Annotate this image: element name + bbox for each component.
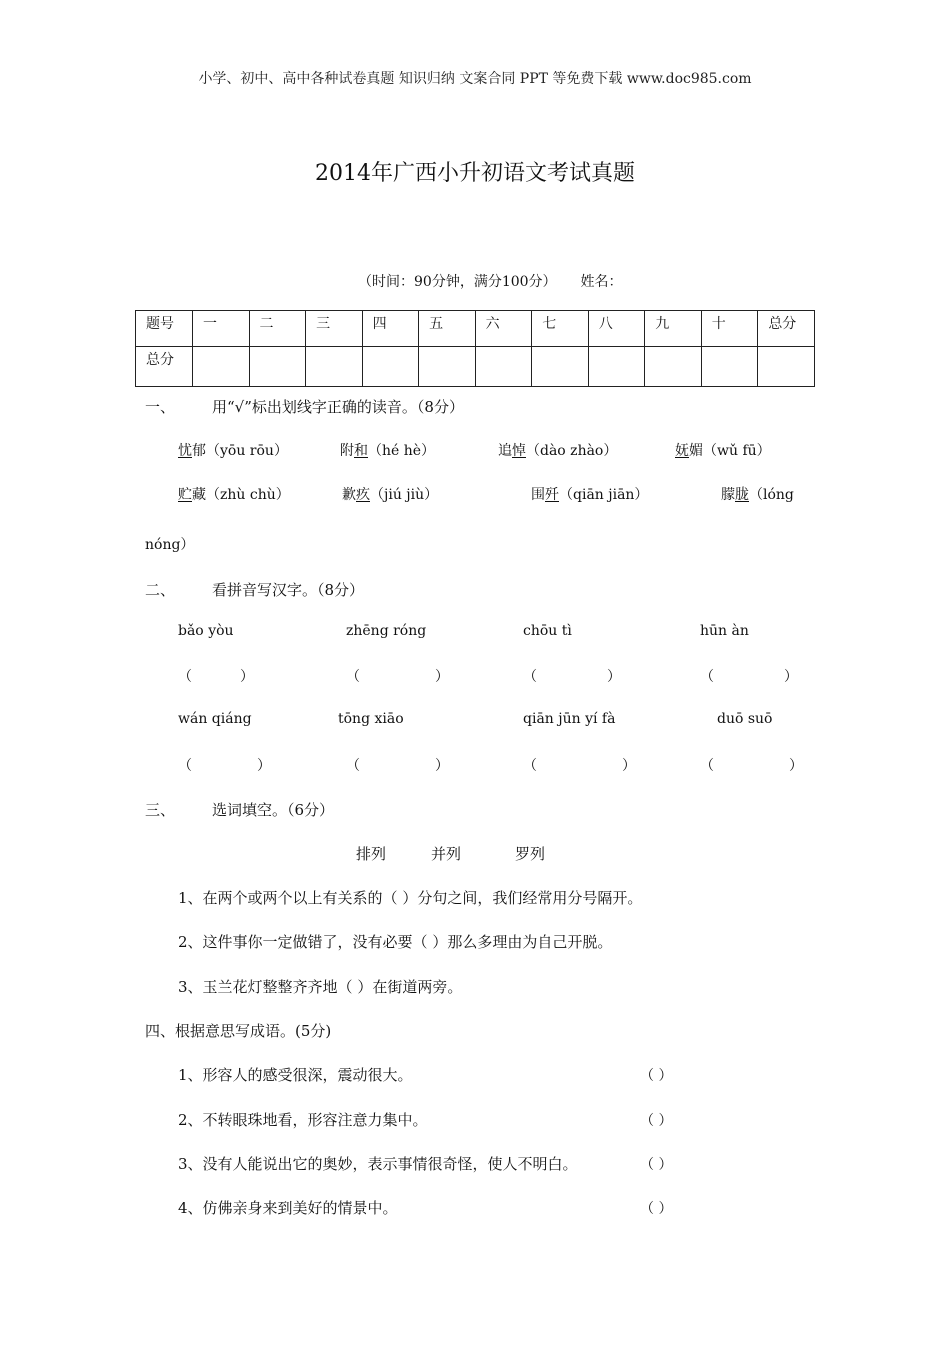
idiom-answer-blank[interactable]: （ ） xyxy=(640,1113,673,1129)
fill-question[interactable]: 3、玉兰花灯整整齐齐地（ ）在街道两旁。 xyxy=(178,978,463,996)
pinyin-label: duō suō xyxy=(717,711,773,727)
reading-item[interactable] xyxy=(675,440,771,460)
score-cell: 九 xyxy=(645,311,702,347)
section-number: 二、 xyxy=(145,581,176,599)
reading-item[interactable] xyxy=(498,440,617,460)
idiom-question: 4、仿佛亲身来到美好的情景中。 xyxy=(178,1199,398,1217)
item-text: 歉 xyxy=(342,487,356,503)
page-title: 2014年广西小升初语文考试真题 xyxy=(315,161,635,186)
close-paren: ） xyxy=(240,669,254,685)
page-header: 小学、初中、高中各种试卷真题 知识归纳 文案合同 PPT 等免费下载 www.doc985.com xyxy=(198,71,752,87)
answer-blank[interactable] xyxy=(346,666,449,686)
item-text: 围 xyxy=(531,487,545,503)
pinyin-label: bǎo yòu xyxy=(178,623,234,639)
section-number: 三、 xyxy=(145,801,176,819)
open-paren: （ xyxy=(178,758,192,774)
score-cell[interactable] xyxy=(249,347,306,387)
answer-blank[interactable] xyxy=(523,755,636,775)
answer-blank[interactable] xyxy=(346,755,449,775)
idiom-question: 2、不转眼珠地看，形容注意力集中。 xyxy=(178,1111,428,1129)
item-text: （hé hè） xyxy=(368,443,436,459)
underlined-char: 疚 xyxy=(356,487,370,503)
underlined-char: 歼 xyxy=(545,487,559,503)
idiom-question: 1、形容人的感受很深，震动很大。 xyxy=(178,1066,413,1084)
word-choice: 并列 xyxy=(431,845,462,863)
item-text: 附 xyxy=(340,443,354,459)
underlined-char: 贮 xyxy=(178,487,192,503)
open-paren: （ xyxy=(523,669,537,685)
score-cell: 八 xyxy=(588,311,645,347)
score-cell: 总分 xyxy=(758,311,815,347)
section-instruction: 看拼音写汉字。（8分） xyxy=(212,581,365,599)
score-cell[interactable] xyxy=(419,347,476,387)
score-cell: 一 xyxy=(193,311,250,347)
score-cell[interactable] xyxy=(532,347,589,387)
item-text: （dào zhào） xyxy=(526,443,618,459)
close-paren: ） xyxy=(622,758,636,774)
underlined-char: 和 xyxy=(354,443,368,459)
answer-blank[interactable] xyxy=(700,755,803,775)
pinyin-label: zhēng róng xyxy=(346,623,427,639)
reading-item[interactable] xyxy=(340,440,435,460)
item-text: 追 xyxy=(498,443,512,459)
idiom-answer-blank[interactable]: （ ） xyxy=(640,1201,673,1217)
reading-item[interactable] xyxy=(178,484,290,504)
underlined-char: 胧 xyxy=(735,487,749,503)
section-instruction: 选词填空。（6分） xyxy=(212,801,335,819)
item-text: 媚（wǔ fū） xyxy=(689,443,771,459)
score-table-header-row xyxy=(136,311,815,347)
open-paren: （ xyxy=(700,758,714,774)
open-paren: （ xyxy=(346,758,360,774)
section-3-heading xyxy=(145,799,334,820)
score-table-score-row xyxy=(136,347,815,387)
answer-blank[interactable] xyxy=(700,666,798,686)
close-paren: ） xyxy=(789,758,803,774)
score-cell: 三 xyxy=(306,311,363,347)
open-paren: （ xyxy=(523,758,537,774)
score-cell: 六 xyxy=(475,311,532,347)
close-paren: ） xyxy=(435,758,449,774)
score-cell[interactable] xyxy=(193,347,250,387)
pinyin-label: qiān jūn yí fà xyxy=(523,711,616,727)
answer-blank[interactable] xyxy=(178,666,254,686)
section-1-heading xyxy=(145,396,464,417)
score-cell[interactable] xyxy=(758,347,815,387)
score-cell[interactable] xyxy=(645,347,702,387)
pinyin-label: chōu tì xyxy=(523,623,572,639)
open-paren: （ xyxy=(178,669,192,685)
reading-item[interactable] xyxy=(342,484,438,504)
fill-question[interactable]: 2、这件事你一定做错了，没有必要（ ）那么多理由为自己开脱。 xyxy=(178,933,613,951)
score-cell[interactable] xyxy=(362,347,419,387)
score-cell: 七 xyxy=(532,311,589,347)
section-4-heading: 四、根据意思写成语。(5分) xyxy=(145,1022,332,1040)
reading-item[interactable] xyxy=(178,440,288,460)
exam-time: （时间：90分钟，满分100分） xyxy=(358,274,557,290)
section-instruction: 用“√”标出划线字正确的读音。（8分） xyxy=(212,398,464,416)
underlined-char: 悼 xyxy=(512,443,526,459)
score-cell[interactable] xyxy=(701,347,758,387)
score-cell[interactable] xyxy=(588,347,645,387)
idiom-question: 3、没有人能说出它的奥妙，表示事情很奇怪，使人不明白。 xyxy=(178,1155,578,1173)
idiom-answer-blank[interactable]: （ ） xyxy=(640,1068,673,1084)
underlined-char: 忧 xyxy=(178,443,192,459)
section-number: 一、 xyxy=(145,398,176,416)
item-text-wrap: nóng） xyxy=(145,537,195,553)
open-paren: （ xyxy=(346,669,360,685)
item-text: （qiān jiān） xyxy=(559,487,649,503)
answer-blank[interactable] xyxy=(523,666,621,686)
pinyin-label: hūn àn xyxy=(700,623,749,639)
reading-item[interactable] xyxy=(531,484,648,504)
underlined-char: 妩 xyxy=(675,443,689,459)
close-paren: ） xyxy=(257,758,271,774)
score-cell: 二 xyxy=(249,311,306,347)
close-paren: ） xyxy=(607,669,621,685)
item-text: 朦 xyxy=(721,487,735,503)
reading-item[interactable] xyxy=(721,484,794,504)
score-cell: 五 xyxy=(419,311,476,347)
exam-meta xyxy=(358,271,623,291)
score-table xyxy=(135,310,815,387)
score-cell[interactable] xyxy=(475,347,532,387)
item-text: （jiú jiù） xyxy=(370,487,439,503)
fill-question[interactable]: 1、在两个或两个以上有关系的（ ）分句之间，我们经常用分号隔开。 xyxy=(178,889,643,907)
name-label: 姓名： xyxy=(580,274,623,290)
close-paren: ） xyxy=(435,669,449,685)
answer-blank[interactable] xyxy=(178,755,271,775)
word-choice: 排列 xyxy=(356,845,387,863)
section-2-heading xyxy=(145,579,364,600)
item-text: 藏（zhù chù） xyxy=(192,487,290,503)
score-cell: 题号 xyxy=(136,311,193,347)
score-cell[interactable] xyxy=(306,347,363,387)
score-cell: 总分 xyxy=(136,347,193,387)
score-cell: 四 xyxy=(362,311,419,347)
pinyin-label: tōng xiāo xyxy=(338,711,404,727)
close-paren: ） xyxy=(784,669,798,685)
item-text: 郁（yōu rōu） xyxy=(192,443,288,459)
pinyin-label: wán qiáng xyxy=(178,711,252,727)
word-choice: 罗列 xyxy=(515,845,546,863)
item-text: （lóng xyxy=(749,487,794,503)
open-paren: （ xyxy=(700,669,714,685)
score-cell: 十 xyxy=(701,311,758,347)
idiom-answer-blank[interactable]: （ ） xyxy=(640,1157,673,1173)
